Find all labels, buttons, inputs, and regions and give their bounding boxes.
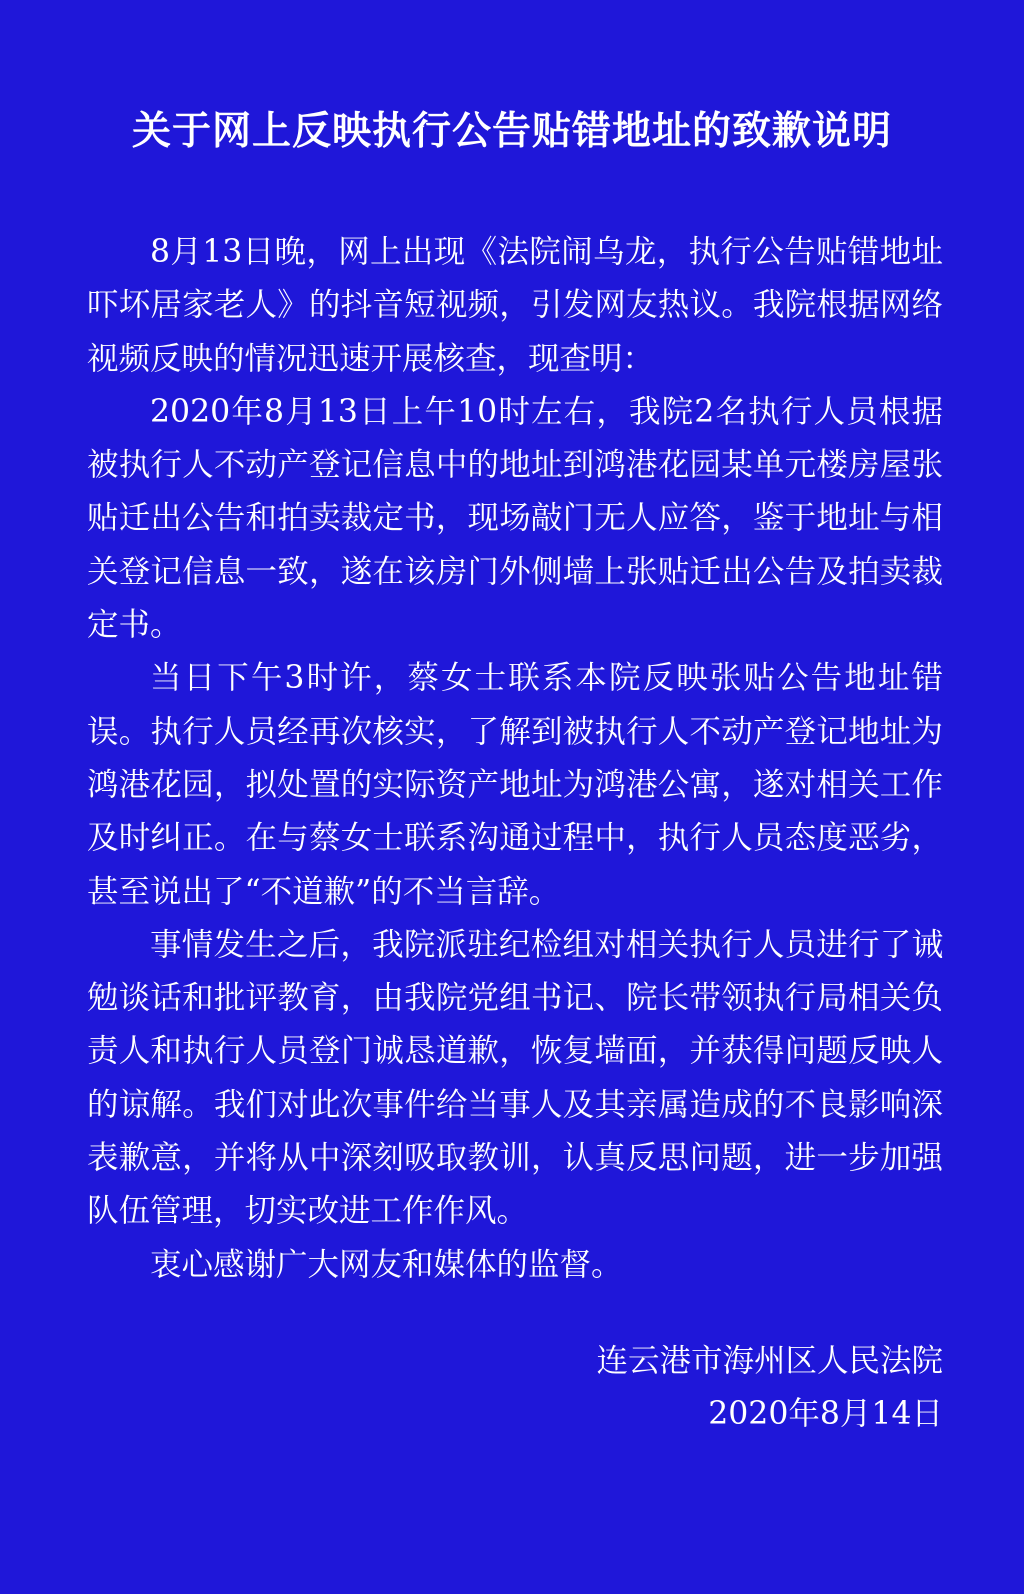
notice-body xyxy=(87,226,943,1292)
paragraph-1: 8月13日晚，网上出现《法院闹乌龙，执行公告贴错地址吓坏居家老人》的抖音短视频，引发网友热议。我院根据网络视频反映的情况迅速开展核查，现查明： xyxy=(87,234,943,377)
notice-title: 关于网上反映执行公告贴错地址的致歉说明 xyxy=(131,109,892,154)
paragraph-2: 2020年8月13日上午10时左右，我院2名执行人员根据被执行人不动产登记信息中的地址到鸿港花园某单元楼房屋张贴迁出公告和拍卖裁定书，现场敲门无人应答，鉴于地址与相关登记信息一致，遂在该房门外侧墙上张贴迁出公告及拍卖裁定书。 xyxy=(87,393,943,644)
signature-date: 2020年8月14日 xyxy=(708,1396,943,1432)
paragraph-5: 衷心感谢广大网友和媒体的监督。 xyxy=(150,1246,623,1283)
signature-block xyxy=(596,1335,943,1441)
paragraph-3: 当日下午3时许，蔡女士联系本院反映张贴公告地址错误。执行人员经再次核实，了解到被执行人不动产登记地址为鸿港花园，拟处置的实际资产地址为鸿港公寓，遂对相关工作及时纠正。在与蔡女士联系沟通过程中，执行人员态度恶劣，甚至说出了“不道歉”的不当言辞。 xyxy=(87,660,943,910)
signature-org: 连云港市海州区人民法院 xyxy=(596,1343,943,1379)
paragraph-4: 事情发生之后，我院派驻纪检组对相关执行人员进行了诫勉谈话和批评教育，由我院党组书记、院长带领执行局相关负责人和执行人员登门诚恳道歉，恢复墙面，并获得问题反映人的谅解。我们对此次事件给当事人及其亲属造成的不良影响深表歉意，并将从中深刻吸取教训，认真反思问题，进一步加强队伍管理，切实改进工作作风。 xyxy=(87,926,943,1230)
